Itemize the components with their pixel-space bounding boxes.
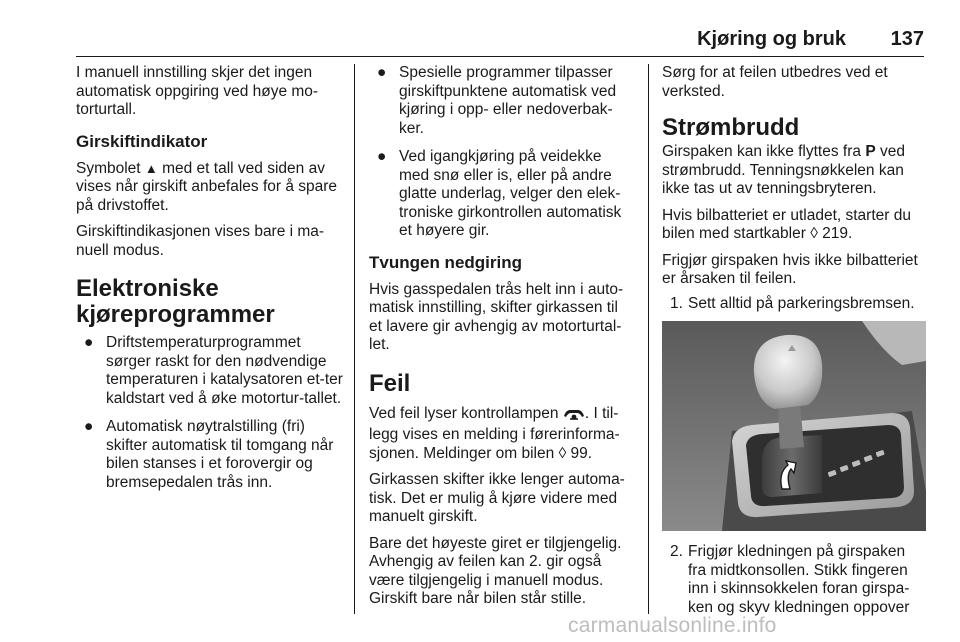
list-item [76,418,344,492]
heading-electronic-programs [76,276,344,328]
heading-fault: Feil [369,369,411,397]
paragraph-shift-symbol [76,160,344,216]
header-rule [76,56,924,57]
gear-lever-photo [662,321,926,531]
park-position-label: P [865,143,876,160]
list-item-text: Automatisk nøytralstilling (fri) skifter automatisk til tomgang når bilen stanses i et forovergir og bremsepedalen trås inn. [106,418,334,491]
paragraph: Sørg for at feilen utbedres ved et verksted. [662,64,888,100]
paragraph: Girskiftindikasjonen vises bare i ma-nuell modus. [76,223,325,259]
page-reference-link[interactable]: 99 [570,444,588,462]
page-reference-link[interactable]: 219 [822,225,849,242]
text: Symbolet [76,159,145,177]
page-header-title: Kjøring og bruk [697,28,846,50]
step-number: 1. [670,294,683,312]
paragraph-power [662,143,926,199]
up-arrow-icon: ▲ [144,160,158,176]
heading-line: kjøreprogrammer [76,301,275,328]
text: Ved feil lyser kontrollampen [369,404,563,422]
transmission-fault-lamp-icon [563,407,585,427]
list-item [369,64,635,138]
paragraph: Girkassen skifter ikke lenger automa-tisk. Det er mulig å kjøre videre med manuelt girskift. [369,471,625,525]
bullet-icon: ● [84,334,94,351]
column-3 [662,64,926,625]
text: Hvis bilbatteriet er utladet, starter du bilen med startkabler [662,206,911,242]
bullet-list [369,64,635,241]
watermark: carmanualsonline.info [568,614,777,637]
step-item [662,543,926,617]
reference-icon: ◊ [810,225,818,242]
heading-power-failure: Strømbrudd [662,114,800,141]
bullet-icon: ● [377,148,387,165]
paragraph: I manuell innstilling skjer det ingen automatisk oppgiring ved høye mo-torturtall. [76,64,319,118]
step-list [662,543,926,617]
bullet-list [76,334,344,492]
bullet-icon: ● [377,64,387,81]
text: med et tall ved siden av vises når girskift anbefales for å spare på drivstoffet. [76,159,338,214]
paragraph-jumpstart: Hvis bilbatteriet er utladet, starter du bilen med startkabler ◊ 219. [662,206,911,242]
column-1 [76,64,344,502]
paragraph-fault: Ved feil lyser kontrollampen . I til-legg vises en melding i førerinforma-sjonen. Meldinger om bilen ◊ 99. [369,404,620,462]
list-item [369,148,635,241]
list-item [76,334,344,408]
paragraph: Frigjør girspaken hvis ikke bilbatteriet er årsaken til feilen. [662,251,918,287]
list-item-text: Driftstemperaturprogrammet sørger raskt for den nødvendige temperaturen i katalysatoren et-ter kaldstart ved å øke motortur-tallet. [106,334,343,407]
step-item [662,295,926,314]
step-text: Sett alltid på parkeringsbremsen. [688,294,915,312]
column-2 [369,64,635,617]
page-header [76,26,924,56]
page-number: 137 [890,28,924,50]
step-text: Frigjør kledningen på girspaken fra midtkonsollen. Stikk fingeren inn i skinnsokkelen foran girspa-ken og skyv kledningen oppover [688,543,910,616]
heading-line: Elektroniske [76,275,219,302]
bullet-icon: ● [84,418,94,435]
list-item-text: Spesielle programmer tilpasser girskiftpunktene automatisk ved kjøring i opp- eller nedoverbak-ker. [399,64,617,137]
text: ved strømbrudd. Tenningsnøkkelen kan ikke tas ut av tenningsbryteren. [662,143,905,197]
text: . I til-legg vises en melding i førerinforma-sjonen. Meldinger om bilen [369,404,620,462]
reference-icon: ◊ [558,444,567,462]
column-divider [648,64,649,614]
step-number: 2. [670,543,683,560]
heading-kickdown: Tvungen nedgiring [369,252,522,272]
step-list [662,295,926,314]
heading-shift-indicator: Girskiftindikator [76,131,208,151]
paragraph: Bare det høyeste giret er tilgjengelig. Avhengig av feilen kan 2. gir også være tilgjengelig i manuell modus. Girskift bare når bilen står stille. [369,534,622,607]
list-item-text: Ved igangkjøring på veidekke med snø eller is, eller på andre glatte underlag, velger den elek-troniske girkontrollen automatisk et høyere gir. [399,148,622,239]
text: Girspaken kan ikke flyttes fra [662,143,866,160]
paragraph: Hvis gasspedalen trås helt inn i auto-matisk innstilling, skifter girkassen til et lavere gir avhengig av motorturtal-let. [369,280,624,353]
column-divider [354,64,355,614]
